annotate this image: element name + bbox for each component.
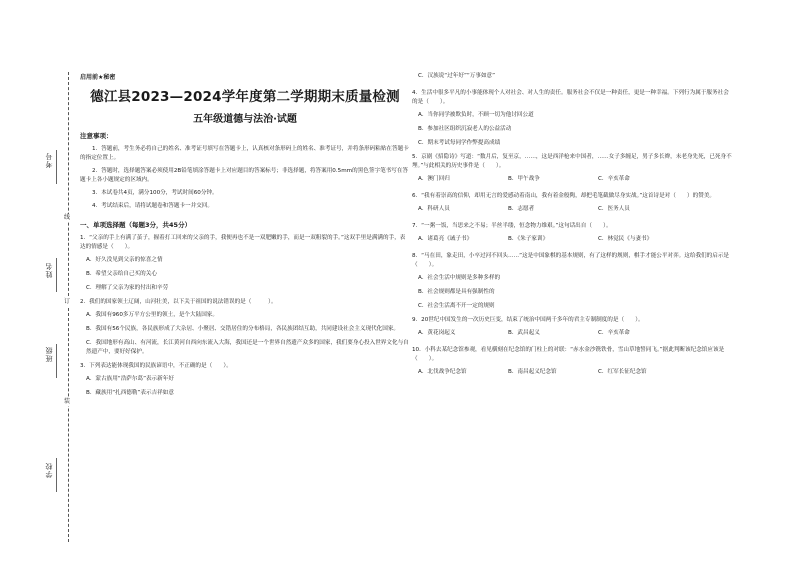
secret-mark: 启用前★秘密: [80, 74, 116, 81]
question-1: 1．“父亲的手上有满了茧子，握着打工回来的父亲的手，我便再也不是一双肥嫩的手，而是一双粗裂的手。”这双手里是满满的手，表达的情感是（ ）。: [80, 235, 406, 250]
question-5: 5．京剧《招隐诗》写道：“数月后，复至京，……，这是西洋枪来中国者，……女子多缠足，男子多长辫，未老身先死，已死身不埋。”与此相关的历史事件是（ ）。: [412, 154, 732, 169]
option: B．志愿者: [508, 206, 535, 212]
notice-item: 1．答题前，考生务必将自己的姓名、准考证号填写在答题卡上，认真核对条形码上的姓名、准考证号，并将条形码粘贴在答题卡的指定位置上。: [80, 146, 409, 161]
binding-cut-mark: 订: [64, 298, 71, 305]
option-row: [418, 368, 732, 377]
option: B．甲午战争: [508, 176, 540, 182]
option: C．医务人员: [598, 206, 630, 212]
binding-cut-mark: 装: [64, 398, 71, 405]
option: C．期末考试每同学作弊提高成绩: [418, 140, 501, 146]
school-fill-line: [56, 458, 57, 492]
option-row: [418, 235, 732, 244]
option: A．北伐战争纪念馆: [418, 369, 467, 375]
exam-no-fill-line: [56, 150, 57, 184]
name-fill-line: [56, 258, 57, 292]
name-label: 姓名: [45, 262, 53, 278]
option: A．好久没见到父亲的惊喜之情: [86, 257, 163, 263]
exam-no-label: 考号: [45, 152, 53, 168]
option: A．黄花岗起义: [418, 330, 456, 336]
notice-item: 3．本试卷共4页，满分100分，考试时间60分钟。: [92, 190, 218, 196]
question-10: 10．小科去某纪念馆参观，看见横刻在纪念馆的门柱上的对联：“赤水金沙镌铁骨，雪山草地誓同飞。”据此判断该纪念馆应该是（ ）。: [412, 347, 725, 362]
exam-title: 德江县2023—2024学年度第二学期期末质量检测: [90, 89, 400, 105]
exam-subtitle: 五年级道德与法治·试题: [193, 114, 297, 125]
option: C．林觉民《与妻书》: [598, 236, 653, 242]
school-label: 学校: [45, 462, 53, 478]
option: B．藏族用“扎西德勒”表示吉祥如意: [86, 390, 174, 396]
section-heading: 一、单项选择题（每题3分，共45分）: [80, 221, 192, 229]
class-label: 班级: [45, 346, 53, 362]
option: A．社会生活中规则是多种多样的: [418, 275, 501, 281]
left-column: [80, 72, 410, 403]
binding-cut-mark: 线: [64, 214, 71, 221]
question-3: 3．下列表达能体现我国的民族谚语中，不正确的是（ ）。: [80, 363, 232, 369]
option-row: [418, 205, 732, 214]
option: B．南昌起义纪念馆: [508, 369, 557, 375]
option: B．《朱子家训》: [508, 236, 549, 242]
binding-dashed-line: [68, 72, 69, 542]
option: C．辛亥革命: [598, 176, 630, 182]
option: A．当你同学被欺负时，不顾一切为他讨回公道: [418, 112, 534, 118]
option: C．理解了父亲为家的付出和辛劳: [86, 285, 169, 291]
notice-item: 2．答题时，选择题答案必须使用2B铅笔填涂答题卡上对应题目的答案标号；非选择题，将答案用0.5mm的黑色签字笔书写在答题卡上各小题规定的区域内。: [80, 168, 409, 183]
notice-block: [80, 131, 410, 211]
option: C．我国地形有高山、有河流，长江黄河自西向东流入大海，我国还是一个世界自然遗产众多的国家，我们要身心投入世界文化与自然遗产中，要好好保护。: [86, 340, 409, 355]
option: C．红军长征纪念馆: [598, 369, 647, 375]
question-7: 7．“一粥一饭，当思来之不易；半丝半缕，恒念物力维艰。”这句话出自（ ）。: [412, 223, 612, 229]
option: B．参加社区组织沉寂老人的公益活动: [418, 126, 512, 132]
option: C．汉族说“过年好”“万事如意”: [418, 73, 496, 79]
option-row: [418, 329, 732, 338]
question-6: 6．“我有着崇高的信仰，却用无言的爱感动着南山，我有着金般陶，却把毛笔截做尽身实战。”这首诗是对（ ）的赞美。: [412, 193, 716, 199]
option: B．武昌起义: [508, 330, 540, 336]
notice-heading: 注意事项：: [80, 132, 113, 140]
question-2: 2．我们的国家领土辽阔，山河壮美，以下关于祖国的说法错误的是（ ）。: [80, 299, 277, 305]
option: B．我国有56个民族，各民族形成了大杂居、小聚居、交错居住的分布格局，各民族团结互助，共同建设社会主义现代化国家。: [86, 326, 400, 332]
option-row: [418, 175, 732, 184]
option: C．辛亥革命: [598, 330, 630, 336]
class-fill-line: [56, 344, 57, 378]
question-9: 9．20世纪中国发生的一次历史巨变，结束了统治中国两千多年的君主专制制度的是（ ）。: [412, 317, 644, 323]
option: A．诸葛亮《诫子书》: [418, 236, 473, 242]
question-8: 8．“马在田，象走田，小卒过河不回头……”这是中国象棋的基本规则，有了这样的规则，棋手才能公平对弈。这给我们的启示是（ ）。: [412, 253, 730, 268]
option: B．希望父亲给自己买的关心: [86, 271, 157, 277]
notice-item: 4．考试结束后，请将试题卷和答题卡一并交回。: [92, 203, 214, 209]
option: A．蒙古族用“浩萨尔葛”表示新年好: [86, 376, 174, 382]
option: A．澳门回归: [418, 176, 450, 182]
option: A．我国有960多万平方公里的领土，是个大陆国家。: [86, 312, 218, 318]
right-column: [412, 72, 732, 385]
option: B．社会规则都是具有强制性的: [418, 289, 495, 295]
option: A．科研人员: [418, 206, 450, 212]
question-4: 4．生活中很多平凡的小事能体现个人对社会、对人生的责任。服务社会不仅是一种责任，更是一种幸福。下列行为属于服务社会的是（ ）。: [412, 90, 729, 105]
option: C．社会生活离不开一定的规则: [418, 303, 495, 309]
